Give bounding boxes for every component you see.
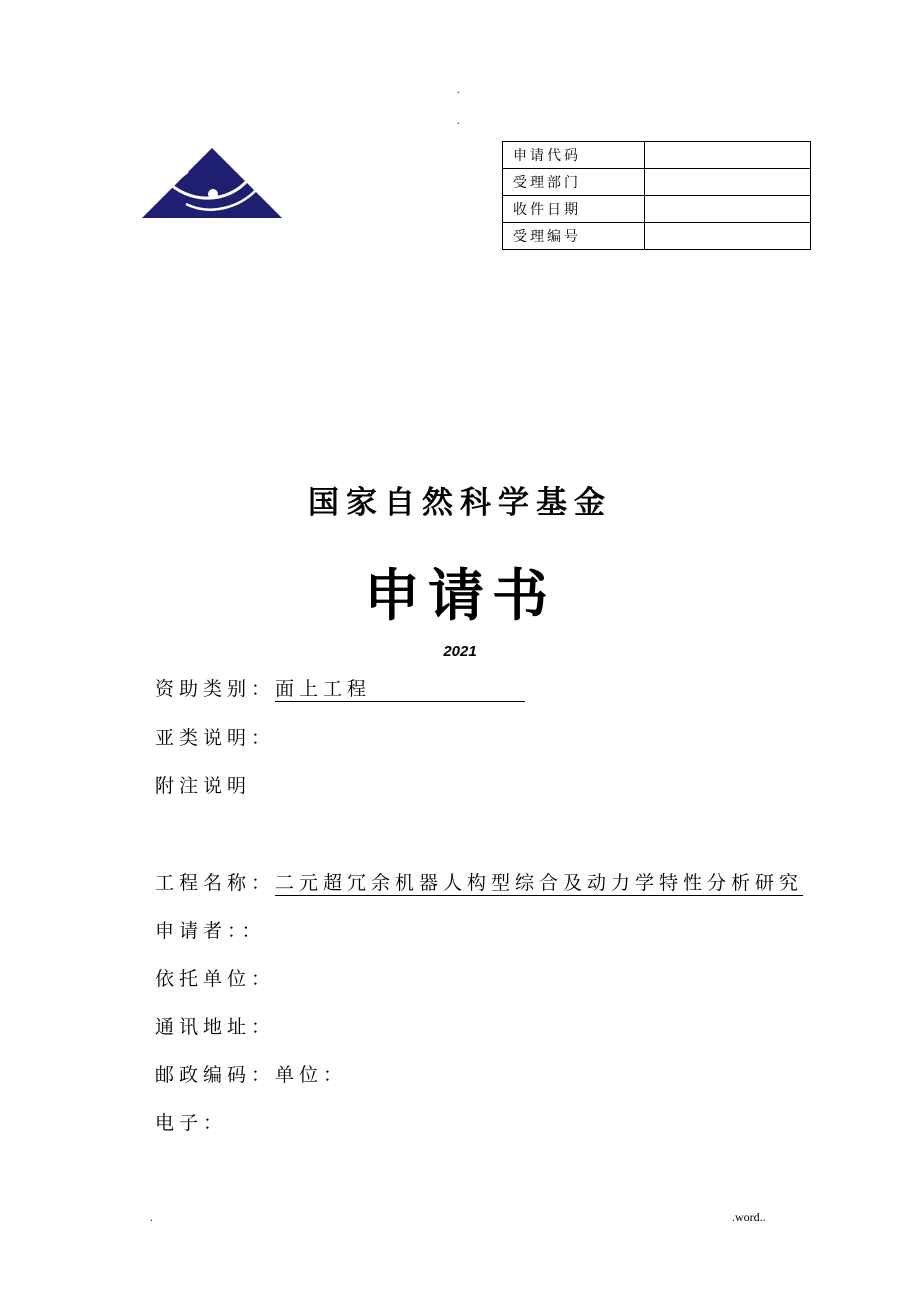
document-subtitle: 申请书	[364, 564, 556, 629]
field-address	[155, 1014, 275, 1040]
field-label-unit: 单位：	[275, 1064, 348, 1086]
table-row	[503, 196, 811, 223]
field-label: 申请者：：	[155, 920, 266, 942]
field-institution	[155, 966, 275, 992]
table-label: 收件日期	[503, 196, 645, 223]
field-label: 附注说明	[155, 775, 252, 797]
field-funding-category	[155, 676, 525, 702]
field-applicant	[155, 918, 266, 944]
field-email	[155, 1110, 227, 1136]
header-dot-2: .	[457, 116, 460, 127]
office-use-table	[502, 141, 811, 250]
field-subcategory	[155, 725, 275, 751]
table-value[interactable]	[645, 196, 811, 223]
nsfc-triangle-logo-icon	[140, 144, 284, 222]
field-label: 邮政编码：	[155, 1064, 276, 1086]
field-postal-code	[155, 1062, 347, 1088]
table-label: 受理编号	[503, 223, 645, 250]
field-label: 通讯地址：	[155, 1016, 276, 1038]
table-value[interactable]	[645, 142, 811, 169]
field-label: 亚类说明：	[155, 727, 276, 749]
footer-right-text: .word..	[732, 1210, 766, 1224]
table-row	[503, 169, 811, 196]
table-row	[503, 142, 811, 169]
project-name-value[interactable]: 二元超冗余机器人构型综合及动力学特性分析研究	[275, 872, 804, 894]
field-label: 电子：	[155, 1112, 228, 1134]
field-label: 依托单位：	[155, 968, 276, 990]
field-label: 工程名称：	[155, 872, 276, 894]
year-label: 2021	[443, 643, 477, 660]
field-note	[155, 773, 251, 799]
table-label: 受理部门	[503, 169, 645, 196]
funding-category-value[interactable]: 面上工程	[275, 677, 525, 702]
document-title: 国家自然科学基金	[308, 485, 612, 521]
field-label: 资助类别：	[155, 678, 276, 700]
table-value[interactable]	[645, 169, 811, 196]
footer-left-dot: .	[150, 1210, 153, 1224]
table-row	[503, 223, 811, 250]
field-project-name	[155, 870, 803, 896]
table-label: 申请代码	[503, 142, 645, 169]
header-dot-1: .	[457, 85, 460, 96]
table-value[interactable]	[645, 223, 811, 250]
